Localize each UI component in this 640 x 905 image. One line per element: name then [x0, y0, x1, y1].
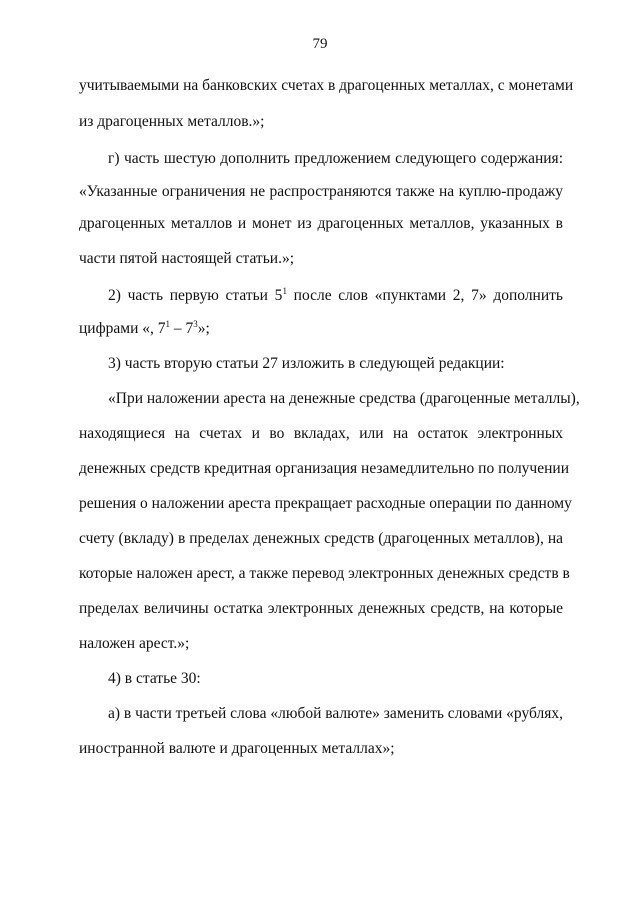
text-line: учитываемыми на банковских счетах в драгоценных металлах, с монетами: [79, 77, 574, 94]
text-line: 4) в статье 30:: [108, 670, 201, 687]
text-fragment: после слов «пунктами 2, 7» дополнить: [286, 287, 563, 304]
text-line: наложен арест.»;: [79, 635, 190, 652]
superscript: 1: [165, 319, 170, 329]
superscript: 3: [193, 319, 198, 329]
text-fragment: – 7: [170, 320, 194, 337]
text-line: счету (вкладу) в пределах денежных средств (драгоценных металлов), на: [79, 530, 563, 547]
text-line: драгоценных металлов и монет из драгоценных металлов, указанных в: [79, 215, 563, 232]
text-line: 3) часть вторую статьи 27 изложить в следующей редакции:: [108, 355, 505, 372]
text-line: решения о наложении ареста прекращает расходные операции по данному: [79, 495, 572, 512]
text-fragment: »;: [197, 320, 210, 337]
text-line: «Указанные ограничения не распространяются также на куплю-продажу: [79, 183, 563, 200]
page-number: 79: [312, 36, 328, 52]
text-line: иностранной валюте и драгоценных металлах»;: [79, 740, 395, 757]
text-line: г) часть шестую дополнить предложением следующего содержания:: [108, 150, 563, 167]
text-line: денежных средств кредитная организация незамедлительно по получении: [79, 460, 569, 477]
text-line: которые наложен арест, а также перевод электронных денежных средств в: [79, 565, 570, 582]
text-line: [108, 286, 563, 306]
text-line: находящиеся на счетах и во вкладах, или на остаток электронных: [79, 425, 563, 442]
text-fragment: 2) часть первую статьи 5: [108, 287, 283, 304]
superscript: 1: [282, 286, 287, 296]
text-line: части пятой настоящей статьи.»;: [79, 250, 294, 267]
text-line: «При наложении ареста на денежные средства (драгоценные металлы),: [108, 390, 580, 407]
text-line: из драгоценных металлов.»;: [79, 113, 265, 130]
text-line: а) в части третьей слова «любой валюте» заменить словами «рублях,: [108, 705, 563, 722]
text-line: [79, 319, 563, 339]
text-fragment: цифрами «, 7: [79, 320, 166, 337]
text-line: пределах величины остатка электронных денежных средств, на которые: [79, 600, 563, 617]
